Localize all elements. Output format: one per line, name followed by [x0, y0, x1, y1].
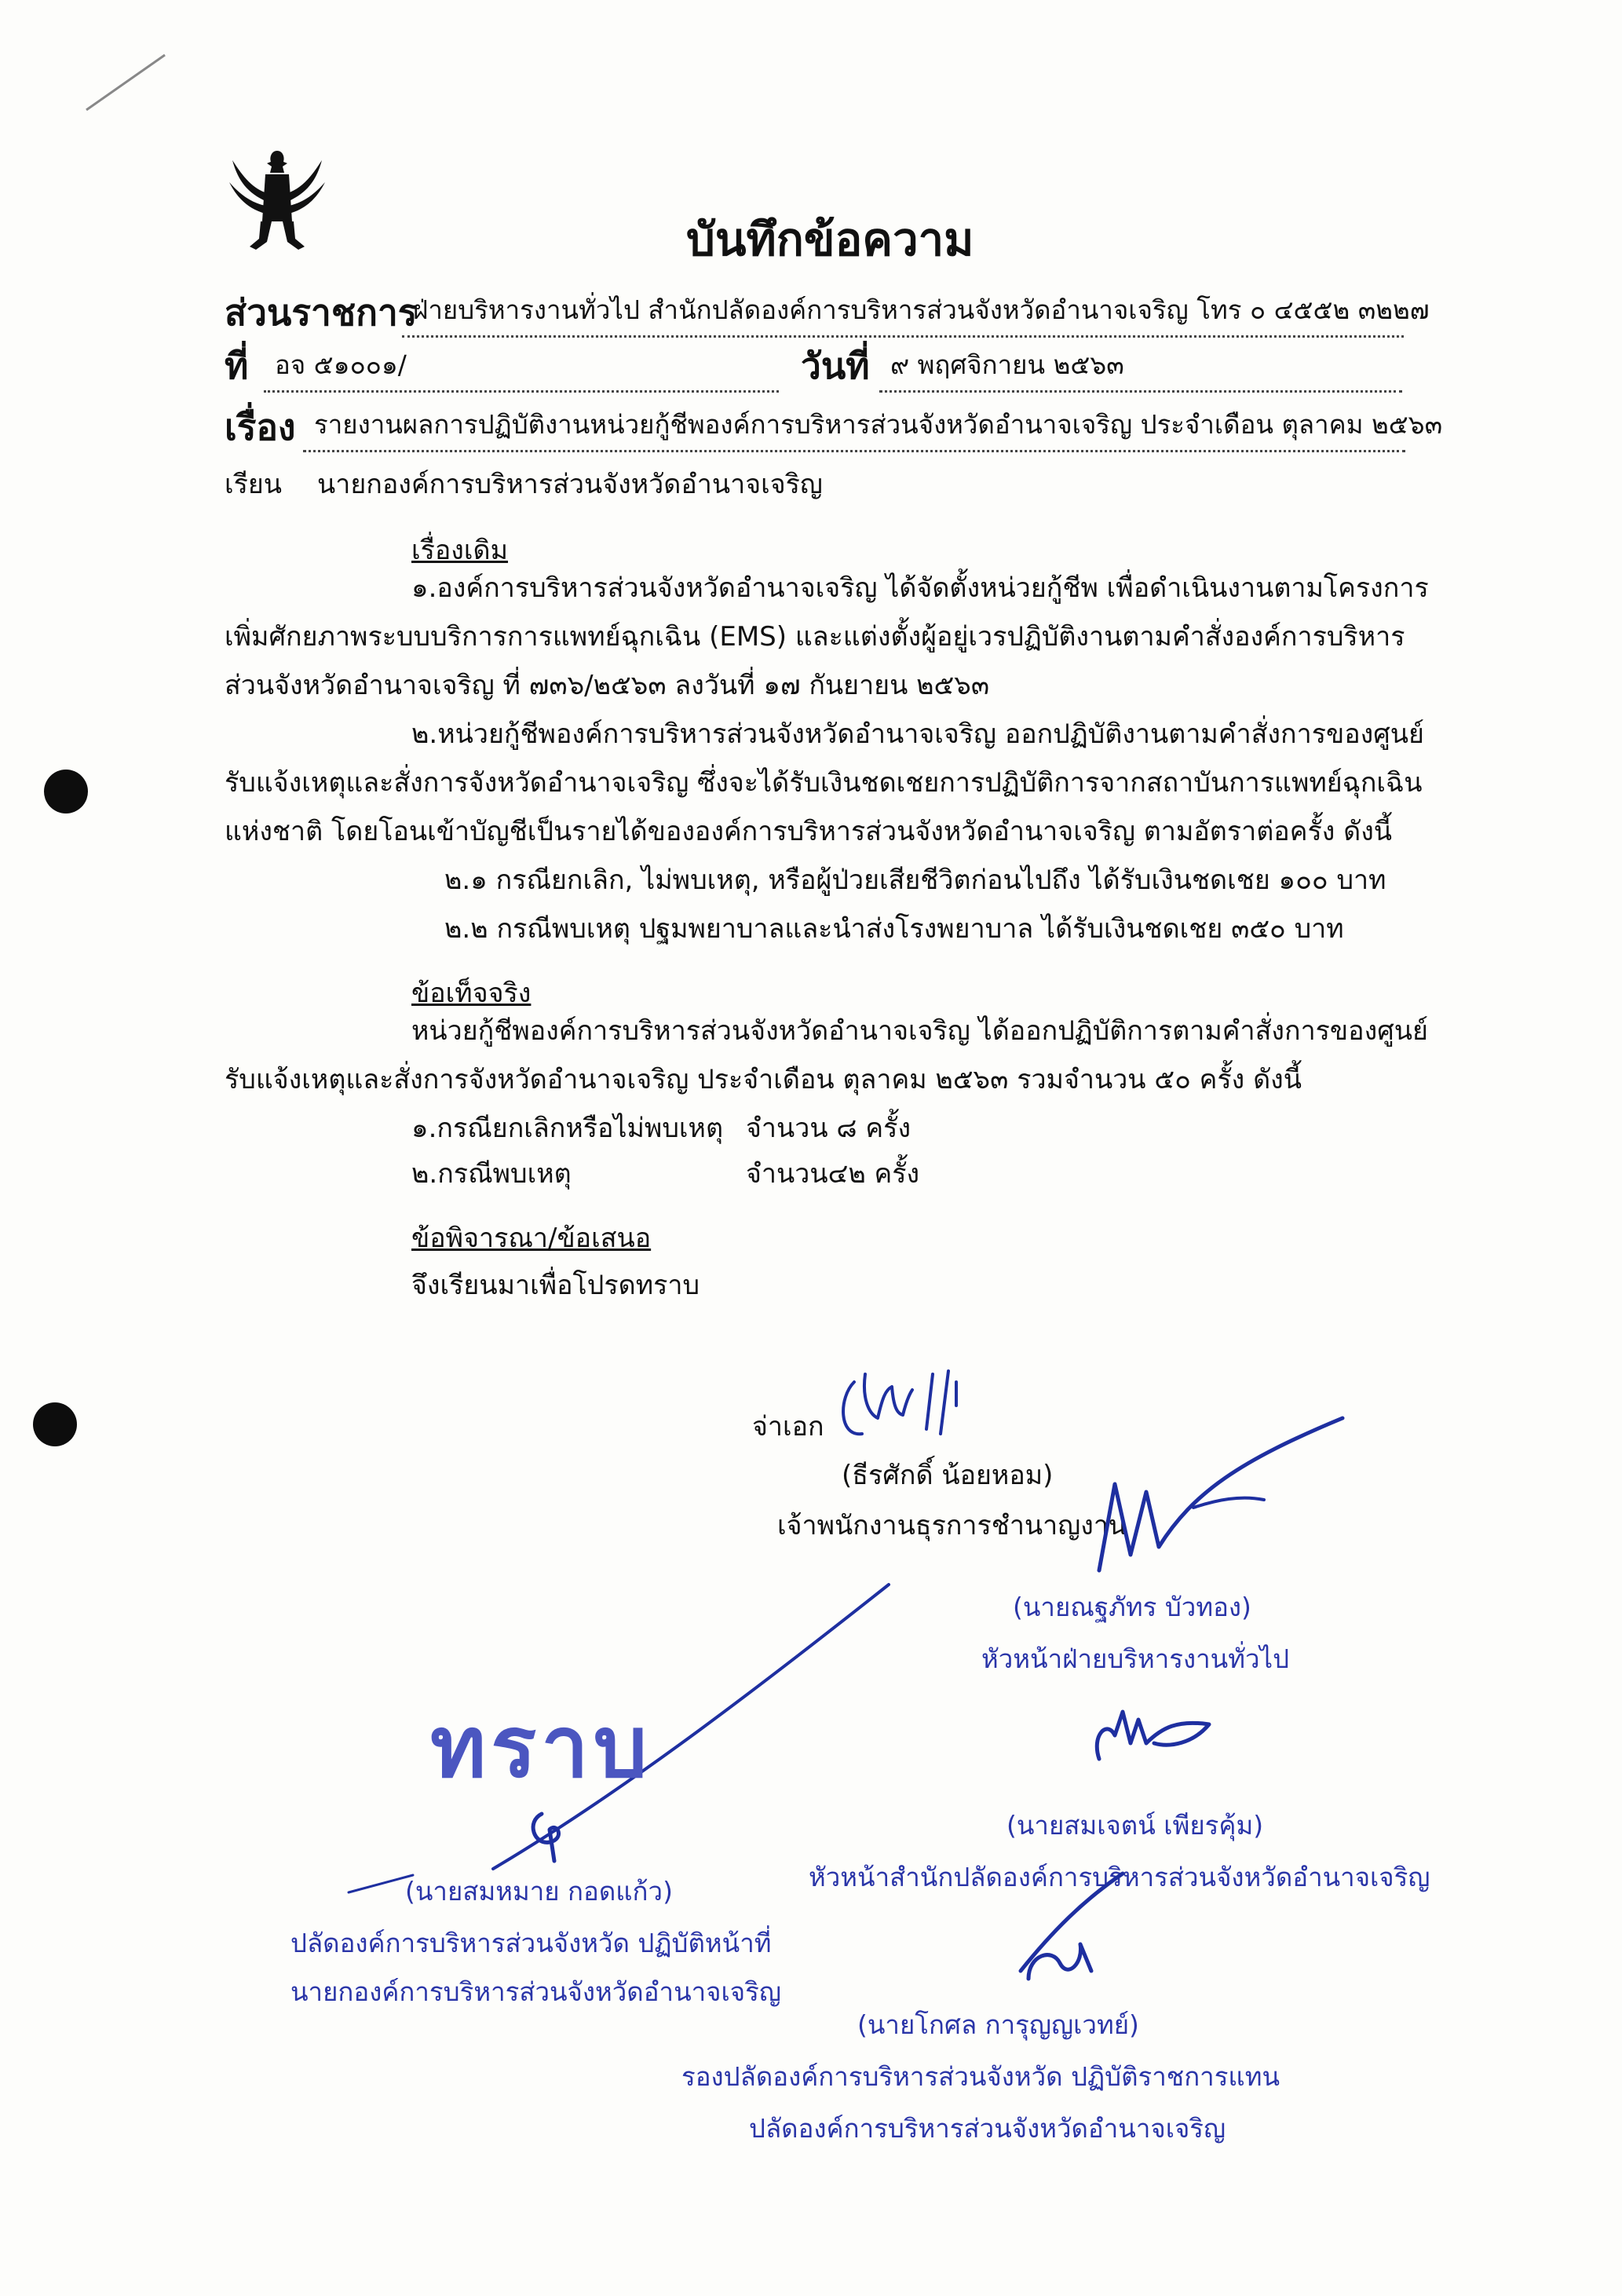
rate-cancelled: ๒.๑ กรณียกเลิก, ไม่พบเหตุ, หรือผู้ป่วยเสียชีวิตก่อนไปถึง ได้รับเงินชดเชย ๑๐๐ บาท — [444, 865, 1386, 896]
background-item2-line: แห่งชาติ โดยโอนเข้าบัญชีเป็นรายได้ขององค์การบริหารส่วนจังหวัดอำนาจเจริญ ตามอัตราต่อครั้ง ดังนี้ — [225, 816, 1393, 847]
acting-chief-signature-icon — [518, 1798, 589, 1869]
author-signature-icon — [831, 1358, 988, 1453]
consideration-text: จึงเรียนมาเพื่อโปรดทราบ — [411, 1270, 700, 1301]
deputy-position-line: รองปลัดองค์การบริหารส่วนจังหวัด ปฏิบัติราชการแทน — [681, 2061, 1280, 2092]
subject-field: รายงานผลการปฏิบัติงานหน่วยกู้ชีพองค์การบริหารส่วนจังหวัดอำนาจเจริญ ประจำเดือน ตุลาคม ๒๕๖๓ — [303, 404, 1405, 452]
punch-hole-bottom — [33, 1402, 77, 1446]
date-field: ๙ พฤศจิกายน ๒๕๖๓ — [879, 344, 1402, 393]
head-admin-name: (นายณฐภัทร บัวทอง) — [1013, 1592, 1251, 1622]
consideration-heading: ข้อพิจารณา/ข้อเสนอ — [411, 1223, 652, 1254]
head-admin-signature-icon — [1083, 1413, 1350, 1578]
subject-label: เรื่อง — [225, 406, 296, 448]
acting-chief-name: (นายสมหมาย กอดแก้ว) — [405, 1876, 673, 1907]
background-item1-line: ๑.องค์การบริหารส่วนจังหวัดอำนาจเจริญ ได้จัดตั้งหน่วยกู้ชีพ เพื่อดำเนินงานตามโครงการ — [411, 572, 1429, 604]
author-name: (ธีรศักดิ์ น้อยหอม) — [842, 1460, 1054, 1491]
facts-line: หน่วยกู้ชีพองค์การบริหารส่วนจังหวัดอำนาจเจริญ ได้ออกปฏิบัติการตามคำสั่งการของศูนย์ — [411, 1015, 1428, 1047]
garuda-emblem-icon — [226, 146, 328, 253]
author-position: เจ้าพนักงานธุรการชำนาญงาน — [777, 1510, 1127, 1541]
reference-number-label: ที่ — [225, 345, 249, 387]
head-office-name: (นายสมเจตน์ เพียรคุ้ม) — [1006, 1810, 1264, 1841]
acknowledged-stamp: ทราบ — [430, 1698, 652, 1797]
date-label: วันที่ — [801, 345, 870, 387]
author-rank: จ่าเอก — [752, 1411, 824, 1442]
head-office-position: หัวหน้าสำนักปลัดองค์การบริหารส่วนจังหวัดอำนาจเจริญ — [809, 1862, 1430, 1892]
facts-heading: ข้อเท็จจริง — [411, 978, 532, 1009]
facts-row-count: จำนวน๔๒ ครั้ง — [746, 1158, 920, 1190]
salutation-label: เรียน — [225, 469, 283, 500]
scan-scratch-mark — [79, 47, 173, 118]
background-item1-line: เพิ่มศักยภาพระบบบริการการแพทย์ฉุกเฉิน (EMS) และแต่งตั้งผู้อยู่เวรปฏิบัติงานตามคำสั่งองค์การบริหาร — [225, 621, 1405, 653]
acting-chief-position-line: นายกองค์การบริหารส่วนจังหวัดอำนาจเจริญ — [290, 1976, 781, 2007]
rate-transported: ๒.๒ กรณีพบเหตุ ปฐมพยาบาลและนำส่งโรงพยาบาล ได้รับเงินชดเชย ๓๕๐ บาท — [444, 913, 1344, 945]
agency-label: ส่วนราชการ — [225, 291, 418, 334]
punch-hole-top — [44, 770, 88, 813]
agency-field: ฝ่ายบริหารงานทั่วไป สำนักปลัดองค์การบริหารส่วนจังหวัดอำนาจเจริญ โทร ๐ ๔๕๕๒ ๓๒๒๗ — [402, 289, 1404, 338]
facts-row-label: ๑.กรณียกเลิกหรือไม่พบเหตุ — [411, 1113, 724, 1144]
head-office-signature-icon — [1083, 1688, 1233, 1775]
head-admin-position: หัวหน้าฝ่ายบริหารงานทั่วไป — [981, 1643, 1290, 1674]
reference-number-field: อจ ๕๑๐๐๑/ — [264, 344, 779, 393]
deputy-signature-icon — [1005, 1869, 1131, 1987]
background-item1-line: ส่วนจังหวัดอำนาจเจริญ ที่ ๗๓๖/๒๕๖๓ ลงวันที่ ๑๗ กันยายน ๒๕๖๓ — [225, 670, 990, 701]
document-title: บันทึกข้อความ — [686, 213, 974, 266]
facts-row-label: ๒.กรณีพบเหตุ — [411, 1158, 572, 1190]
background-item2-line: ๒.หน่วยกู้ชีพองค์การบริหารส่วนจังหวัดอำนาจเจริญ ออกปฏิบัติงานตามคำสั่งการของศูนย์ — [411, 718, 1424, 750]
deputy-name: (นายโกศล การุญญเวทย์) — [857, 2009, 1139, 2040]
salutation-recipient: นายกองค์การบริหารส่วนจังหวัดอำนาจเจริญ — [317, 469, 823, 500]
acting-chief-position-line: ปลัดองค์การบริหารส่วนจังหวัด ปฏิบัติหน้าที่ — [290, 1928, 772, 1958]
facts-row-count: จำนวน ๘ ครั้ง — [746, 1113, 911, 1144]
background-item2-line: รับแจ้งเหตุและสั่งการจังหวัดอำนาจเจริญ ซึ่งจะได้รับเงินชดเชยการปฏิบัติการจากสถาบันการแพทย์ฉุกเฉิน — [225, 767, 1423, 799]
background-heading: เรื่องเดิม — [411, 535, 509, 566]
facts-line: รับแจ้งเหตุและสั่งการจังหวัดอำนาจเจริญ ประจำเดือน ตุลาคม ๒๕๖๓ รวมจำนวน ๕๐ ครั้ง ดังนี้ — [225, 1064, 1302, 1095]
deputy-position-line: ปลัดองค์การบริหารส่วนจังหวัดอำนาจเจริญ — [749, 2113, 1226, 2144]
